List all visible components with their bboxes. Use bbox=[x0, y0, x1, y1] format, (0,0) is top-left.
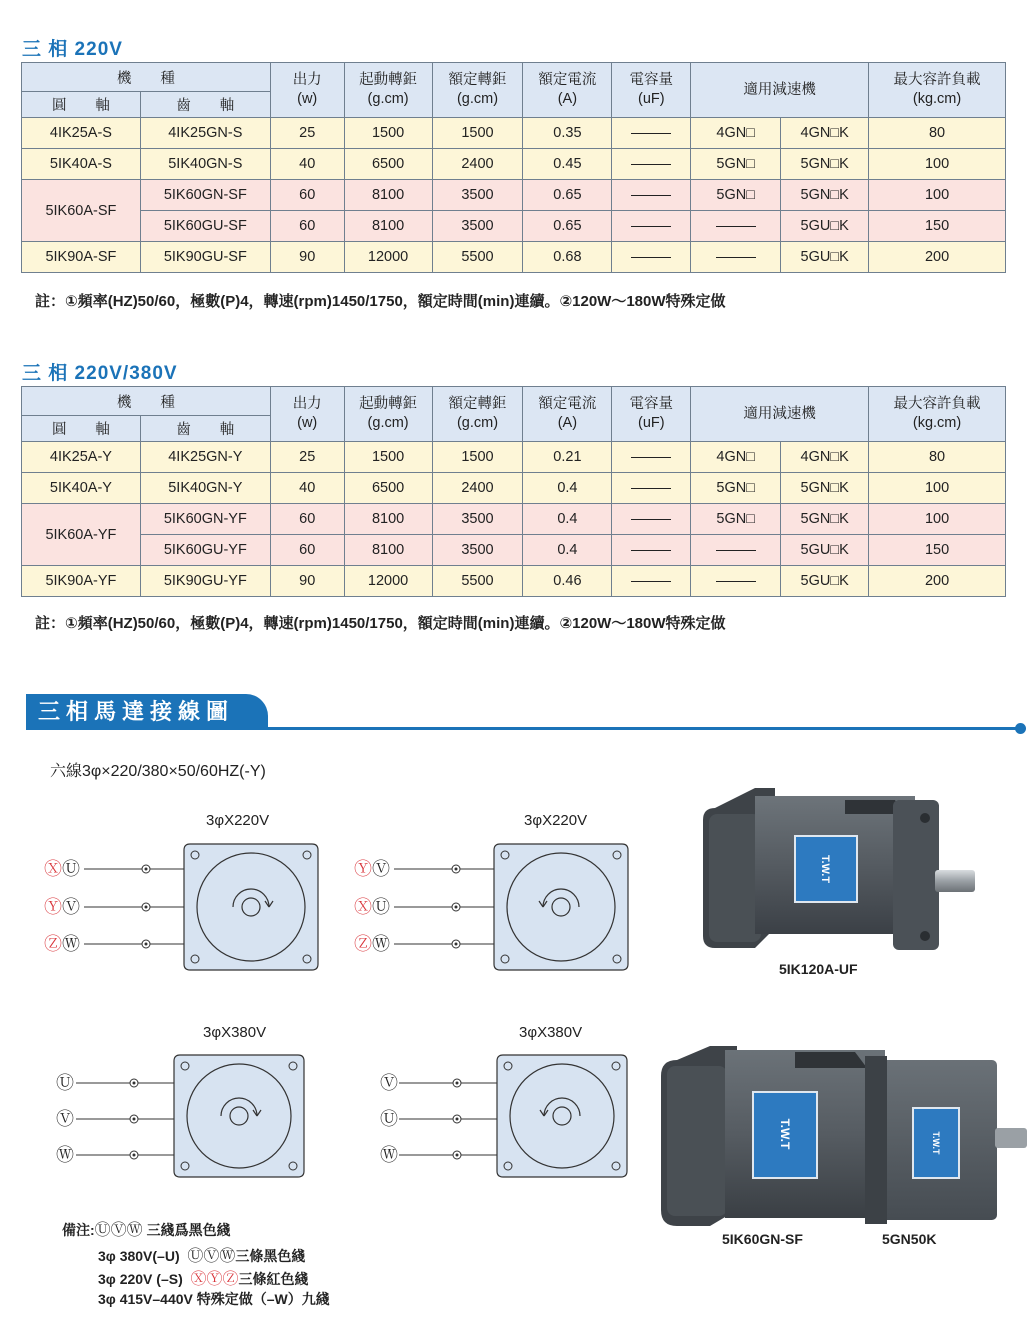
dash bbox=[631, 519, 671, 520]
hdr-gearbox: 適用減速機 bbox=[691, 63, 869, 118]
table-row: 5IK40A-Y 5IK40GN-Y 40 6500 2400 0.4 5GN□ 5GN□K 100 bbox=[22, 473, 1006, 504]
hdr-machine-type: 機 種 bbox=[22, 387, 271, 416]
wire-group bbox=[399, 1079, 497, 1159]
hdr-rated-current: 額定電流 (A) bbox=[523, 387, 612, 442]
svg-text:T.W.T: T.W.T bbox=[778, 1118, 792, 1150]
wiring-subtitle: 六線3φ×220/380×50/60HZ(-Y) bbox=[50, 763, 266, 780]
wiring-diagram-2 bbox=[350, 836, 640, 976]
table-row: 5IK90A-SF 5IK90GU-SF 90 12000 5500 0.68 5GU□K 200 bbox=[22, 242, 1006, 273]
hdr-power: 出力 (w) bbox=[270, 63, 344, 118]
product-label-5ik60gn-sf: 5IK60GN-SF bbox=[722, 1231, 803, 1247]
motor-flange bbox=[497, 1055, 627, 1177]
product-label-5gn50k: 5GN50K bbox=[882, 1231, 937, 1247]
hdr-max-load: 最大容許負載 (kg.cm) bbox=[869, 387, 1006, 442]
hdr-max-load: 最大容許負載 (kg.cm) bbox=[869, 63, 1006, 118]
table-row: 4IK25A-Y 4IK25GN-Y 25 1500 1500 0.21 4GN□ 4GN□K 80 bbox=[22, 442, 1006, 473]
table-row: 4IK25A-S 4IK25GN-S 25 1500 1500 0.35 4GN□ 4GN□K 80 bbox=[22, 118, 1006, 149]
dash bbox=[631, 133, 671, 134]
hdr-rated-current: 額定電流 (A) bbox=[523, 63, 612, 118]
motor-flange bbox=[184, 844, 318, 970]
dash bbox=[631, 581, 671, 582]
wiring-diagram-3 bbox=[40, 1050, 330, 1190]
remark-220v: 3φ 220V (–S) ⓍⓎⓏ三條紅色綫 bbox=[98, 1271, 309, 1288]
table2-note: 註：①頻率(HZ)50/60，極數(P)4，轉速(rpm)1450/1750，額定時間(min)連續。②120W～180W特殊定做 bbox=[35, 615, 726, 632]
wire-group bbox=[84, 865, 184, 948]
diagram2-title: 3φX220V bbox=[524, 812, 588, 829]
diagram2-terminals: ⓎⓋ ⓍⓊ ⓏⓌ bbox=[354, 859, 390, 954]
hdr-rated-torque: 額定轉鉅 (g.cm) bbox=[432, 63, 523, 118]
diagram4-title: 3φX380V bbox=[519, 1024, 583, 1041]
table2-title: 三 相 220V/380V bbox=[22, 363, 178, 384]
wire-group bbox=[394, 865, 494, 948]
product-label-5ik120a-uf: 5IK120A-UF bbox=[779, 961, 858, 977]
diagram4-terminals: Ⓥ Ⓤ Ⓦ bbox=[380, 1073, 398, 1165]
hdr-round-shaft: 圓 軸 bbox=[22, 416, 141, 442]
table-row: 5IK90A-YF 5IK90GU-YF 90 12000 5500 0.46 5GU□K 200 bbox=[22, 566, 1006, 597]
diagram3-terminals: Ⓤ Ⓥ Ⓦ bbox=[56, 1073, 74, 1165]
dash bbox=[631, 550, 671, 551]
hdr-gear-shaft: 齒 軸 bbox=[140, 416, 270, 442]
hdr-rated-torque: 額定轉鉅 (g.cm) bbox=[432, 387, 523, 442]
remarks-head: 備注:ⓊⓋⓌ 三綫爲黑色綫 bbox=[62, 1222, 231, 1239]
motor-flange bbox=[174, 1055, 304, 1177]
svg-text:T.W.T: T.W.T bbox=[819, 854, 831, 884]
spec-table-220v-380v bbox=[21, 386, 1006, 597]
dash bbox=[716, 226, 756, 227]
dash bbox=[631, 164, 671, 165]
hdr-round-shaft: 圓 軸 bbox=[22, 92, 141, 118]
diagram1-title: 3φX220V bbox=[206, 812, 270, 829]
svg-text:T.W.T: T.W.T bbox=[931, 1131, 941, 1155]
hdr-start-torque: 起動轉鉅 (g.cm) bbox=[344, 63, 432, 118]
dash bbox=[716, 257, 756, 258]
dash bbox=[631, 226, 671, 227]
banner-dot bbox=[1015, 723, 1026, 734]
dash bbox=[631, 257, 671, 258]
diagram3-title: 3φX380V bbox=[203, 1024, 267, 1041]
remark-415v: 3φ 415V–440V 特殊定做（–W）九綫 bbox=[98, 1291, 330, 1307]
wiring-banner: 三相馬達接線圖 bbox=[26, 694, 268, 730]
table-row: 5IK60GU-SF 60 8100 3500 0.65 5GU□K 150 bbox=[22, 211, 1006, 242]
dash bbox=[631, 488, 671, 489]
table-row: 5IK60GU-YF 60 8100 3500 0.4 5GU□K 150 bbox=[22, 535, 1006, 566]
dash bbox=[631, 195, 671, 196]
motor-flange bbox=[494, 844, 628, 970]
dash bbox=[716, 550, 756, 551]
hdr-capacitance: 電容量 (uF) bbox=[612, 63, 691, 118]
table-row: 5IK60A-SF 5IK60GN-SF 60 8100 3500 0.65 5GN□ 5GN□K 100 bbox=[22, 180, 1006, 211]
wire-group bbox=[76, 1079, 174, 1159]
remark-380v: 3φ 380V(–U) ⓊⓋⓌ三條黑色綫 bbox=[98, 1248, 306, 1265]
hdr-power: 出力 (w) bbox=[270, 387, 344, 442]
dash bbox=[716, 581, 756, 582]
motor-image-5ik60gn-sf bbox=[655, 1040, 1028, 1230]
table-row: 5IK60A-YF 5IK60GN-YF 60 8100 3500 0.4 5GN□ 5GN□K 100 bbox=[22, 504, 1006, 535]
hdr-gearbox: 適用減速機 bbox=[691, 387, 869, 442]
hdr-machine-type: 機 種 bbox=[22, 63, 271, 92]
hdr-capacitance: 電容量 (uF) bbox=[612, 387, 691, 442]
hdr-gear-shaft: 齒 軸 bbox=[140, 92, 270, 118]
spec-table-220v bbox=[21, 62, 1006, 273]
wiring-diagram-1 bbox=[40, 836, 330, 976]
diagram1-terminals: ⓍⓊ ⓎⓋ ⓏⓌ bbox=[44, 859, 80, 954]
table1-note: 註：①頻率(HZ)50/60，極數(P)4，轉速(rpm)1450/1750，額定時間(min)連續。②120W～180W特殊定做 bbox=[35, 293, 726, 310]
hdr-start-torque: 起動轉鉅 (g.cm) bbox=[344, 387, 432, 442]
wiring-diagram-4 bbox=[365, 1050, 655, 1190]
dash bbox=[631, 457, 671, 458]
table1-title: 三 相 220V bbox=[22, 39, 123, 60]
table-row: 5IK40A-S 5IK40GN-S 40 6500 2400 0.45 5GN□ 5GN□K 100 bbox=[22, 149, 1006, 180]
motor-image-5ik120a-uf bbox=[695, 778, 980, 956]
